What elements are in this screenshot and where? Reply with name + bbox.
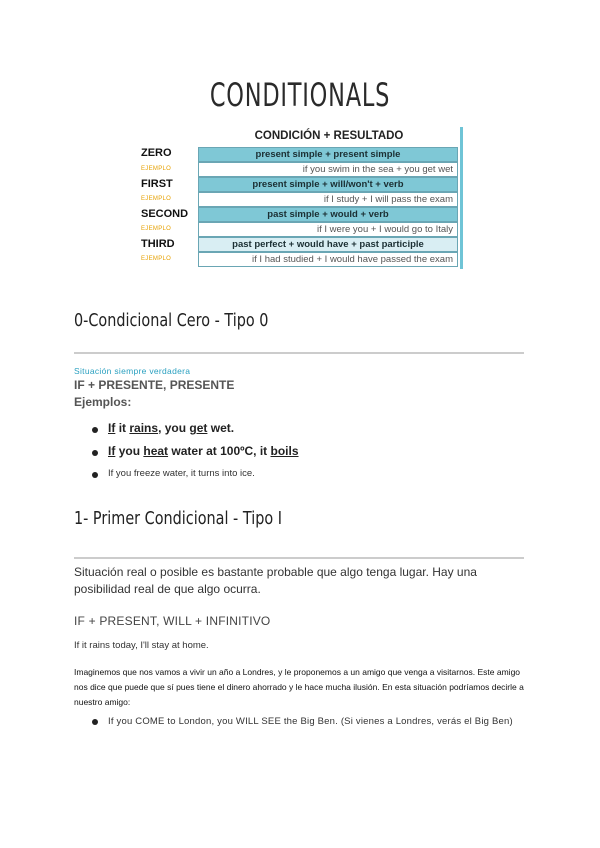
example-zero-2: If you heat water at 100ºC, it boils	[108, 444, 299, 458]
section-heading-zero: 0-Condicional Cero - Tipo 0	[74, 310, 269, 331]
example-first-bullet: If you COME to London, you WILL SEE the Big Ben. (Si vienes a Londres, verás el Big Ben)	[108, 716, 513, 727]
example-first: If it rains today, I'll stay at home.	[74, 640, 209, 651]
scenario-paragraph: Imaginemos que nos vamos a vivir un año a Londres, y le proponemos a un amigo que venga a visitarnos. Este amigo nos dice que puede que sí pues tiene el dinero ahorrado y le hace mucha ilusión. En esta situación podríamos decirle a nuestro amigo:	[74, 667, 524, 707]
rule-cell-second: past simple + would + verb	[198, 207, 458, 222]
page-title: CONDITIONALS	[209, 76, 391, 114]
rule-cell-first: present simple + will/won't + verb	[198, 177, 458, 192]
example-label-third: EJEMPLO	[141, 256, 172, 262]
section-subtitle: Situación siempre verdadera	[74, 366, 191, 376]
bullet-dot	[92, 450, 98, 456]
examples-label: Ejemplos:	[74, 395, 132, 409]
row-label-zero: ZERO	[141, 147, 172, 159]
example-zero-1: If it rains, you get wet.	[108, 421, 235, 435]
example-cell-second: if I were you + I would go to Italy	[198, 222, 458, 237]
formula: IF + PRESENTE, PRESENTE	[74, 378, 235, 392]
row-label-second: SECOND	[141, 208, 189, 220]
section-description: Situación real o posible es bastante probable que algo tenga lugar. Hay una posibilidad real de que algo ocurra.	[74, 565, 477, 596]
formula-first: IF + PRESENT, WILL + INFINITIVO	[74, 614, 271, 628]
section-heading-first: 1- Primer Condicional - Tipo I	[74, 508, 282, 529]
row-label-first: FIRST	[141, 178, 173, 190]
divider	[74, 352, 524, 354]
rule-cell-third: past perfect + would have + past participle	[198, 237, 458, 252]
example-cell-zero: if you swim in the sea + you get wet	[198, 162, 458, 177]
bullet-dot	[92, 719, 98, 725]
example-cell-first: if I study + I will pass the exam	[198, 192, 458, 207]
example-label-zero: EJEMPLO	[141, 166, 172, 172]
rule-cell-zero: present simple + present simple	[198, 147, 458, 162]
example-cell-third: if I had studied + I would have passed the exam	[198, 252, 458, 267]
row-label-third: THIRD	[141, 238, 175, 250]
table-accent-bar	[460, 127, 463, 269]
bullet-dot	[92, 427, 98, 433]
divider	[74, 557, 524, 559]
example-label-first: EJEMPLO	[141, 196, 172, 202]
example-label-second: EJEMPLO	[141, 226, 172, 232]
bullet-dot	[92, 472, 98, 478]
table-header: CONDICIÓN + RESULTADO	[254, 130, 404, 142]
example-zero-3: If you freeze water, it turns into ice.	[108, 468, 255, 479]
